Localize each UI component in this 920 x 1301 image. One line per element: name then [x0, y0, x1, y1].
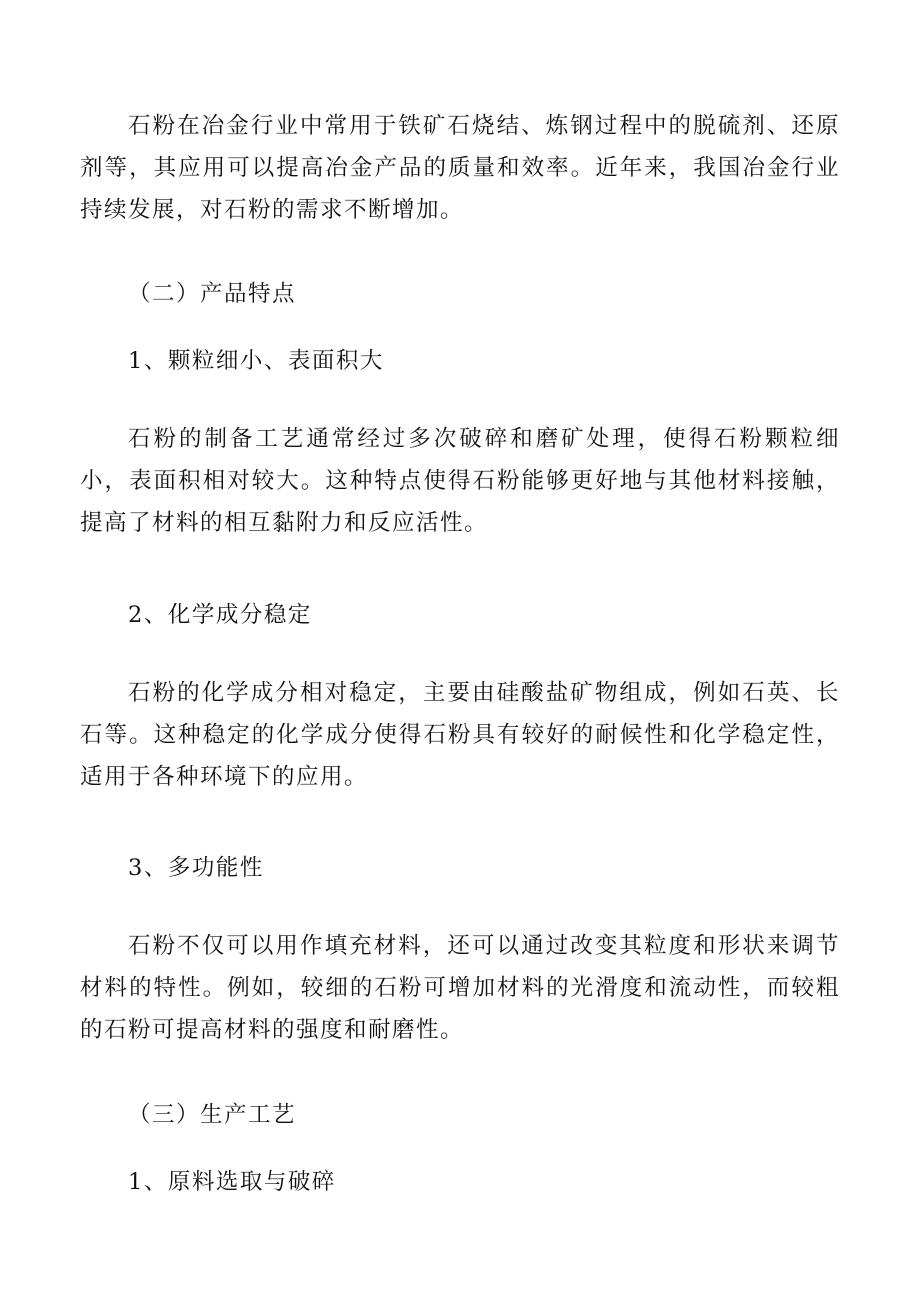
paragraph-multifunctionality: 石粉不仅可以用作填充材料，还可以通过改变其粒度和形状来调节材料的特性。例如，较细的石粉可增加材料的光滑度和流动性，而较粗的石粉可提高材料的强度和耐磨性。	[80, 933, 840, 1043]
subheading-chemical-stability: 2、化学成分稳定	[128, 602, 312, 628]
subheading-raw-material-crushing: 1、原料选取与破碎	[128, 1169, 336, 1195]
paragraph-chemical-stability: 石粉的化学成分相对稳定，主要由硅酸盐矿物组成，例如石英、长石等。这种稳定的化学成分使得石粉具有较好的耐候性和化学稳定性，适用于各种环境下的应用。	[80, 680, 840, 790]
section-heading-production-process: （三）生产工艺	[128, 1102, 297, 1128]
paragraph-fine-particles: 石粉的制备工艺通常经过多次破碎和磨矿处理，使得石粉颗粒细小，表面积相对较大。这种特点使得石粉能够更好地与其他材料接触，提高了材料的相互黏附力和反应活性。	[80, 426, 840, 536]
paragraph-metallurgy-usage: 石粉在冶金行业中常用于铁矿石烧结、炼钢过程中的脱硫剂、还原剂等，其应用可以提高冶金产品的质量和效率。近年来，我国冶金行业持续发展，对石粉的需求不断增加。	[80, 113, 840, 223]
section-heading-product-features: （二）产品特点	[128, 281, 297, 307]
subheading-fine-particles: 1、颗粒细小、表面积大	[128, 348, 384, 374]
subheading-multifunctionality: 3、多功能性	[128, 855, 264, 881]
